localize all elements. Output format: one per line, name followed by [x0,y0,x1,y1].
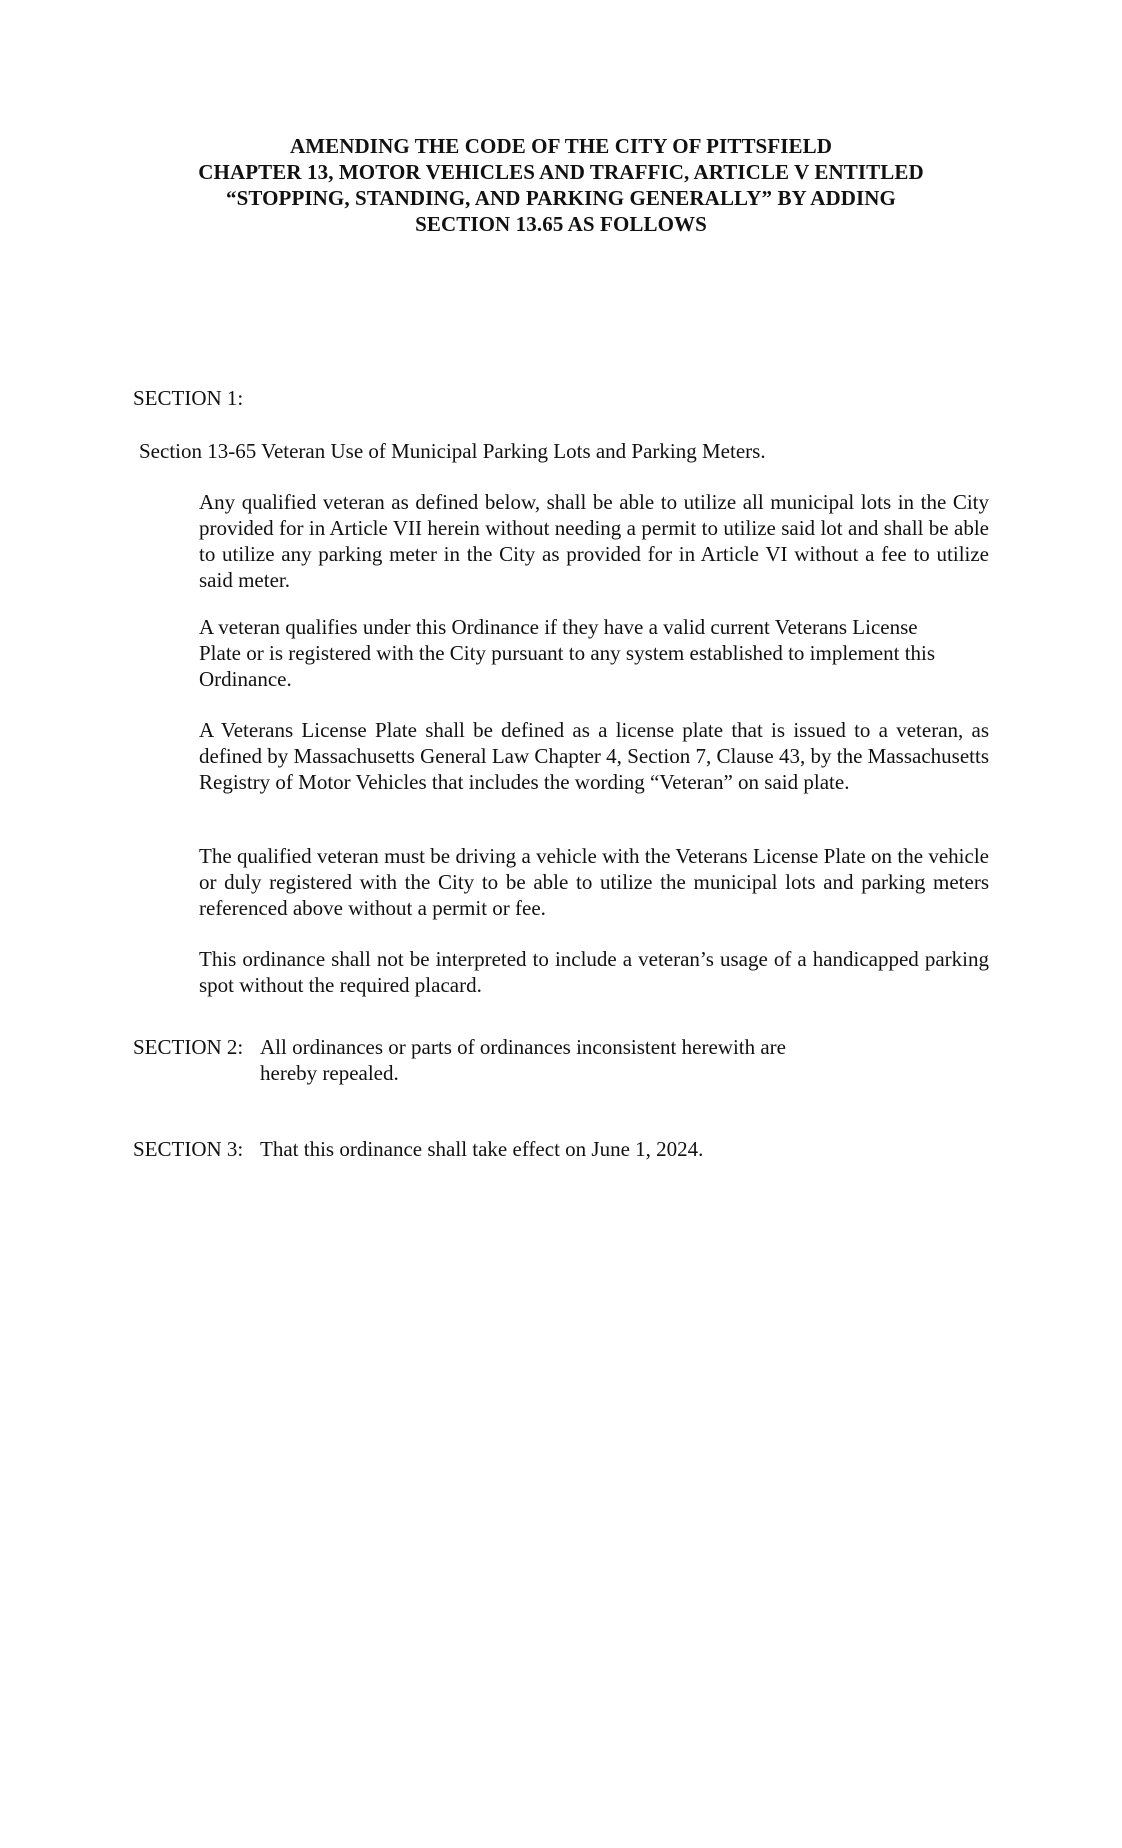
title-line-3: “STOPPING, STANDING, AND PARKING GENERALLY” BY ADDING [225,186,896,210]
title-line-1: AMENDING THE CODE OF THE CITY OF PITTSFIELD [289,134,833,158]
section-3 [133,1136,840,1162]
paragraph-driving-requirement: The qualified veteran must be driving a vehicle with the Veterans License Plate on the vehicle or duly registered with the City to be able to utilize the municipal lots and parking meters referenced above without a permit or fee. [199,844,989,920]
section-1-label: SECTION 1: [133,386,244,410]
section-2 [133,1034,840,1086]
document-title [0,133,1122,237]
section-3-label: SECTION 3: [133,1137,244,1161]
title-line-4: SECTION 13.65 AS FOLLOWS [415,212,707,236]
paragraph-handicapped-exclusion: This ordinance shall not be interpreted to include a veteran’s usage of a handicapped parking spot without the required placard. [199,947,989,997]
section-2-label: SECTION 2: [133,1035,244,1059]
paragraph-qualified-veteran-usage: Any qualified veteran as defined below, shall be able to utilize all municipal lots in the City provided for in Article VII herein without needing a permit to utilize said lot and shall be able to utilize any parking meter in the City as provided for in Article VI without a fee to utilize said meter. [199,490,989,592]
paragraph-license-plate-definition: A Veterans License Plate shall be defined as a license plate that is issued to a veteran, as defined by Massachusetts General Law Chapter 4, Section 7, Clause 43, by the Massachusetts Registry of Motor Vehicles that includes the wording “Veteran” on said plate. [199,718,989,794]
title-line-2: CHAPTER 13, MOTOR VEHICLES AND TRAFFIC, ARTICLE V ENTITLED [198,160,924,184]
paragraph-veteran-qualification: A veteran qualifies under this Ordinance if they have a valid current Veterans License Plate or is registered with the City pursuant to any system established to implement this Ordinance. [199,615,936,691]
section-3-text: That this ordinance shall take effect on June 1, 2024. [260,1137,704,1161]
section-2-text: All ordinances or parts of ordinances inconsistent herewith are hereby repealed. [260,1035,786,1085]
section-13-65-heading: Section 13-65 Veteran Use of Municipal Parking Lots and Parking Meters. [139,439,766,463]
